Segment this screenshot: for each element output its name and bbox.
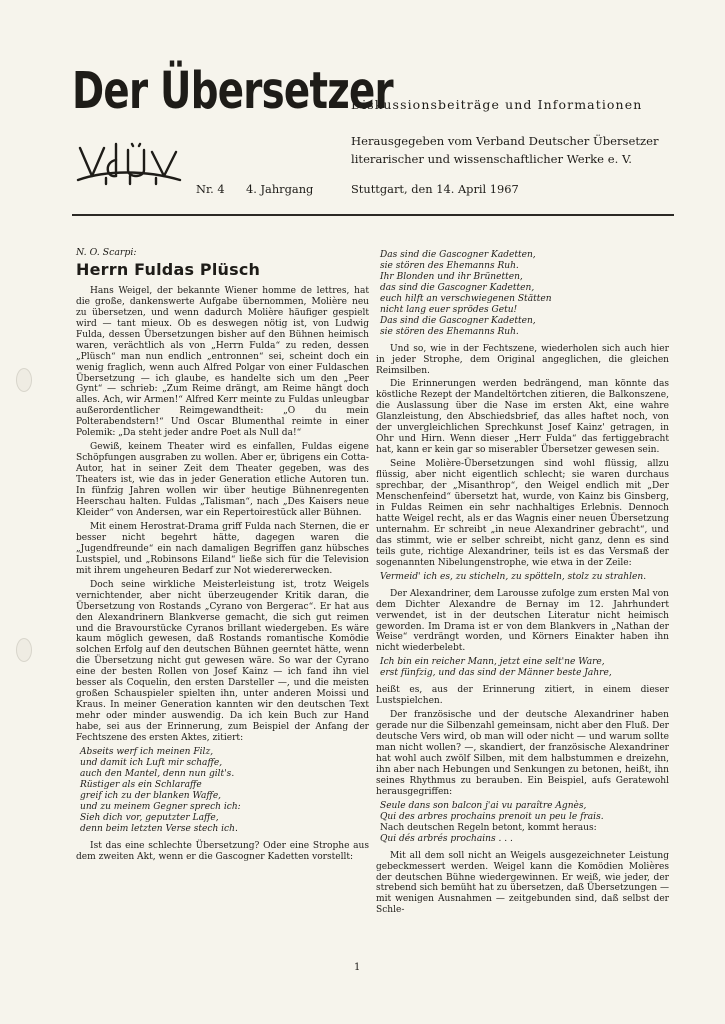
punch-hole [16, 368, 32, 392]
paragraph: heißt es, aus der Erinnerung zitiert, in einem dieser Lustspielchen. [376, 685, 669, 707]
verse-line: und damit ich Luft mir schaffe, [80, 757, 223, 768]
article-title: Herrn Fuldas Plüsch [76, 259, 261, 279]
left-column [76, 248, 369, 866]
paragraph: Doch seine wirkliche Meisterleistung ist, trotz Weigels vernichtender, aber nicht überzeugender Kritik daran, die Übersetzung von Rostands „Cyrano von Bergerac“. Er hat aus den Alexandrinern Blankverse gemacht, die sich gut reimen und die Bravourstücke Cyranos brillant wiedergeben. Es wäre kaum möglich gewesen, daß Rostands romantische Komödie solchen Erfolg auf den deutschen Bühnen geerntet hätte, wenn die Übersetzung nicht gut gewesen wäre. So war der Cyrano eine der besten Rollen von Josef Kainz — ich fand ihn viel besser als Coquelin, den ersten Darsteller —, und die meisten großen Schauspieler spielten ihn, unter anderen Moissi und Kraus. In meiner Generation kannten wir den deutschen Text mehr oder minder auswendig. Da ich kein Buch zur Hand habe, sei aus der Erinnerung, zum Beispiel der Anfang der Fechtszene des ersten Aktes, zitiert: [76, 579, 369, 744]
verse-line: euch hilft an verschwiegenen Stätten [380, 293, 552, 304]
paragraph: Der französische und der deutsche Alexandriner haben gerade nur die Silbenzahl gemeinsam, nicht aber den Fluß. Der deutsche Vers wird, ob man will oder nicht — und warum sollte man nicht wollen? —, skandiert, der französische Alexandriner hat wohl auch zwölf Silben, mit dem halbstummen e dreizehn, ihn aber nach Hebungen und Senkungen zu betonen, heißt, ihn seines Rhythmus zu berauben. Ein Beispiel, aufs Geratewohl herausgegriffen: [376, 710, 669, 797]
issue-number: Nr. 4 [196, 182, 225, 196]
masthead-divider [72, 214, 674, 216]
verse-example: Vermeid' ich es, zu sticheln, zu spötteln, stolz zu strahlen. [380, 571, 647, 582]
verse-line: Ihr Blonden und ihr Brünetten, [380, 271, 523, 282]
poem-gascogne-cadets [376, 250, 669, 338]
verse-line: auch den Mantel, denn nun gilt's. [80, 768, 235, 779]
verse-line: und zu meinem Gegner sprech ich: [80, 801, 241, 812]
punch-hole [16, 638, 32, 662]
paragraph: Gewiß, keinem Theater wird es einfallen, Fuldas eigene Schöpfungen ausgraben zu wollen. Aber er, übrigens ein Cotta-Autor, hat in seiner Zeit dem Theater gegeben, was des Theaters ist, wie das in jeder Generation etliche Autoren tun. In fünfzig Jahren wollen wir über heutige Bühnenregenten Heerschau halten. Fuldas „Talisman“, nach „Des Kaisers neue Kleider“ von Andersen, war ein Repertoirestück aller Bühnen. [76, 442, 369, 518]
poem-fencing-scene [76, 747, 369, 835]
verse-line: erst fünfzig, und das sind der Männer beste Jahre, [380, 668, 612, 679]
paragraph: Hans Weigel, der bekannte Wiener homme de lettres, hat die große, dankenswerte Aufgabe übernommen, Molière neu zu übersetzen, und wenn dadurch Molière häufiger gespielt wird — tant mieux. Ob es deswegen nötig ist, von Ludwig Fulda, dessen Übersetzungen bisher auf den Bühnen heimisch waren, verächtlich als von „Herrn Fulda“ zu reden, dessen „Plüsch“ man nun endlich „entronnen“ sei, scheint doch ein wenig fraglich, wenn auch Alfred Polgar von einer Fuldaschen Übersetzung — ich glaube, es handelte sich um den „Peer Gynt“ — schrieb: „Zum Reime drängt, am Reime hängt doch alles. Ach, wir Armen!“ Alfred Kerr meinte zu Fuldas unleugbar außerordentlicher Reimgewandtheit: „O du mein Polterabendstern!“ Und Oscar Blumenthal reimte in einer Polemik: „Da steht jeder andre Poet als Null da!“ [76, 285, 369, 439]
verse-line: Sieh dich vor, geputzter Laffe, [80, 812, 219, 823]
verse-line: sie stören des Ehemanns Ruh. [380, 260, 519, 271]
verse-line: Qui dés arbrés prochains . . . [380, 833, 513, 844]
verse-line: denn beim letzten Verse stech ich. [80, 823, 238, 834]
right-column [376, 250, 669, 919]
poem-alexandrine [376, 657, 669, 679]
masthead-title: Der Übersetzer [72, 62, 393, 121]
paragraph: Mit all dem soll nicht an Weigels ausgezeichneter Leistung gebeckmessert werden. Weigel kann die Komödien Molières der deutschen Bühne wiedergewinnen. Er weiß, wie jeder, der strebend sich bemüht hat zu übersetzen, daß Übersetzungen — mit wenigen Ausnahmen — zeitgebunden sind, daß selbst der Schle- [376, 850, 669, 916]
verse-line: Seule dans son balcon j'ai vu paraître Agnès, [380, 800, 587, 811]
paragraph: Seine Molière-Übersetzungen sind wohl flüssig, allzu flüssig, aber nicht eigentlich schlecht; sie waren durchaus sprechbar, der „Misanthrop“, den Weigel endlich mit „Der Menschenfeind“ übersetzt hat, wurde, von Kainz bis Ginsberg, in Fuldas Reimen ein sehr nachhaltiges Erlebnis. Dennoch hatte Weigel recht, als er das Wagnis einer neuen Übersetzung unternahm. Er schreibt „in neue Alexandriner gebracht“, und das stimmt, wie er selber schreibt, nicht ganz, denn es sind teils gute, richtige Alexandriner, teils ist es das Versmaß der sogenannten Nibelungenstrophe, wie etwa in der Zeile: [376, 459, 669, 568]
page-number: 1 [354, 962, 361, 973]
paragraph: Und so, wie in der Fechtszene, wiederholen sich auch hier in jeder Strophe, dem Original angeglichen, die gleichen Reimsilben. [376, 343, 669, 376]
issue-date: Stuttgart, den 14. April 1967 [351, 182, 519, 196]
article-author: N. O. Scarpi: [76, 247, 137, 258]
poem-french-example [376, 801, 669, 845]
masthead-subtitle: Diskussionsbeiträge und Informationen [351, 97, 643, 112]
volume-year: 4. Jahrgang [246, 182, 314, 196]
verse-line: Abseits werf ich meinen Filz, [80, 746, 214, 757]
verse-line: nicht lang euer sprödes Getu! [380, 304, 518, 315]
verse-line: Rüstiger als ein Schlaraffe [80, 779, 202, 790]
paragraph: Ist das eine schlechte Übersetzung? Oder eine Strophe aus dem zweiten Akt, wenn er die Gascogner Kadetten vorstellt: [76, 840, 369, 862]
verse-note: Nach deutschen Regeln betont, kommt heraus: [380, 822, 597, 833]
verse-line: greif ich zu der blanken Waffe, [80, 790, 222, 801]
paragraph: Mit einem Herostrat-Drama griff Fulda nach Sternen, die er besser nicht begehrt hätte, dagegen waren die „Jugendfreunde“ ein nach damaligen Begriffen ganz hübsches Lustspiel, und „Robinsons Eiland“ ließe sich für die Television mit ihrem ungeheuren Bedarf zur Not wiedererwecken. [76, 521, 369, 576]
verse-line: Qui des arbres prochains prenoit un peu le frais. [380, 811, 604, 822]
publisher-line-2: literarischer und wissenschaftlicher Werke e. V. [351, 152, 632, 166]
paragraph: Die Erinnerungen werden bedrängend, man könnte das köstliche Rezept der Mandeltörtchen zitieren, die Balkonszene, die Auslassung über die Nase im ersten Akt, eine wahre Glanzleistung, den Abschiedsbrief, das alles haftet noch, von der unvergleichlichen Sprechkunst Josef Kainz' getragen, in Ohr und Hirn. Wenn dieser „Herr Fulda“ das fertiggebracht hat, kann er kein gar so miserabler Übersetzer gewesen sein. [376, 379, 669, 456]
publisher-info [351, 132, 659, 168]
verse-line: Ich bin ein reicher Mann, jetzt eine selt'ne Ware, [380, 657, 605, 668]
verse-line: Das sind die Gascogner Kadetten, [380, 315, 536, 326]
verse-line: das sind die Gascogner Kadetten, [380, 282, 535, 293]
paragraph: Der Alexandriner, dem Larousse zufolge zum ersten Mal von dem Dichter Alexandre de Bernay im 12. Jahrhundert verwendet, ist in der deutschen Literatur nicht heimisch geworden. Im Drama ist er von dem Blankvers in „Nathan der Weise“ verdrängt worden, und Körners Einakter haben ihn nicht wiederbelebt. [376, 588, 669, 654]
vdu-logo-icon [76, 140, 182, 186]
publisher-line-1: Herausgegeben vom Verband Deutscher Übersetzer [351, 134, 659, 148]
verse-line: sie stören des Ehemanns Ruh. [380, 326, 519, 337]
verse-line: Das sind die Gascogner Kadetten, [380, 250, 536, 260]
